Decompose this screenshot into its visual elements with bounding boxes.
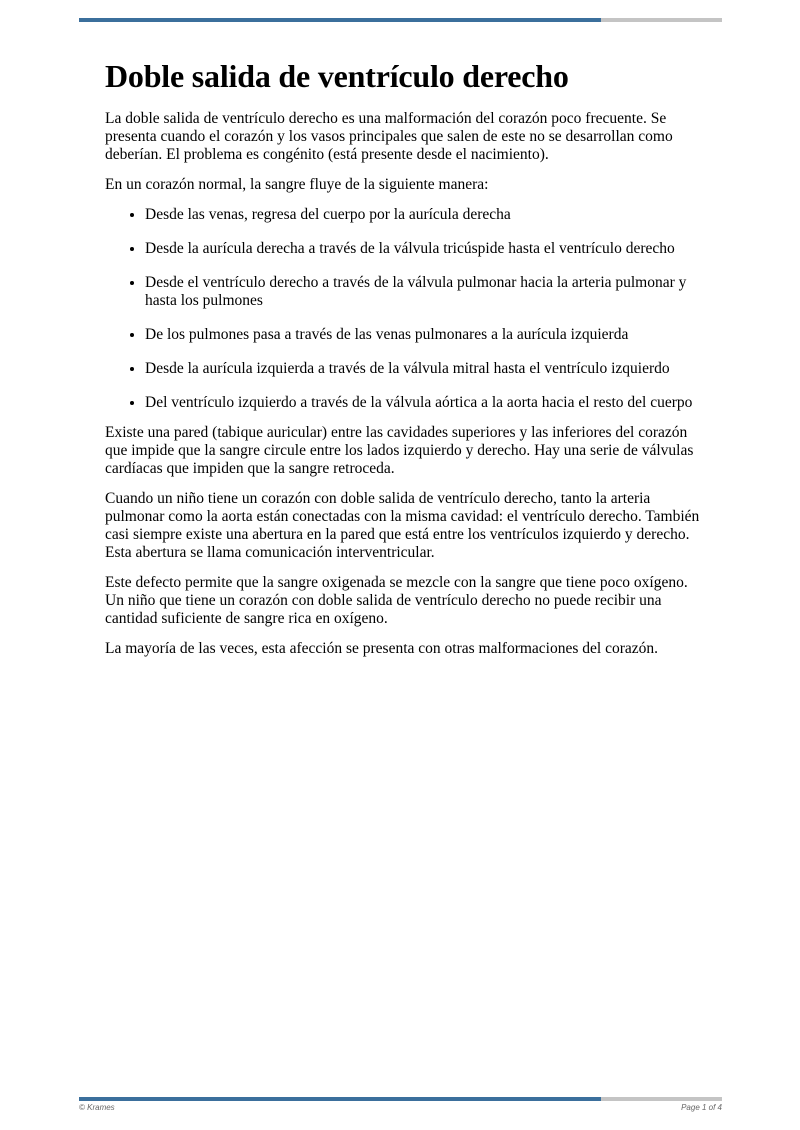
intro-paragraph: La doble salida de ventrículo derecho es una malformación del corazón poco frecuente. Se presenta cuando el corazón y los vasos principales que salen de este no se desarrollan como deberían. El problema es congénito (está presente desde el nacimiento). <box>105 110 673 163</box>
septum-paragraph: Existe una pared (tabique auricular) entre las cavidades superiores y las inferiores del corazón que impide que la sangre circule entre los lados izquierdo y derecho. Hay una serie de válvulas cardíacas que impiden que la sangre retroceda. <box>105 424 694 477</box>
list-item: • De los pulmones pasa a través de las venas pulmonares a la aurícula izquierda <box>145 326 705 344</box>
page-number: Page 1 of 4 <box>681 1103 722 1112</box>
header-divider <box>79 18 722 22</box>
list-item: • Desde la aurícula izquierda a través de la válvula mitral hasta el ventrículo izquierdo <box>145 360 705 378</box>
page-title: Doble salida de ventrículo derecho <box>105 58 569 94</box>
list-item: • Desde el ventrículo derecho a través de la válvula pulmonar hacia la arteria pulmonar y hasta los pulmones <box>145 274 705 310</box>
list-item: • Desde las venas, regresa del cuerpo por la aurícula derecha <box>145 206 705 224</box>
blood-flow-list <box>105 206 705 412</box>
footer-divider-rest <box>601 1097 722 1101</box>
list-item: • Del ventrículo izquierdo a través de la válvula aórtica a la aorta hacia el resto del cuerpo <box>145 394 705 412</box>
copyright-text: © Krames <box>79 1103 115 1112</box>
header-divider-accent <box>79 18 601 22</box>
header-divider-rest <box>601 18 722 22</box>
footer-divider <box>79 1097 722 1101</box>
other-malformations-paragraph: La mayoría de las veces, esta afección se presenta con otras malformaciones del corazón. <box>105 640 659 657</box>
oxygen-paragraph: Este defecto permite que la sangre oxigenada se mezcle con la sangre que tiene poco oxígeno. Un niño que tiene un corazón con doble salida de ventrículo derecho no puede recibir una cantidad suficiente de sangre rica en oxígeno. <box>105 574 688 627</box>
blood-flow-intro: En un corazón normal, la sangre fluye de la siguiente manera: <box>105 176 489 193</box>
page-footer <box>79 1103 722 1115</box>
condition-paragraph: Cuando un niño tiene un corazón con doble salida de ventrículo derecho, tanto la arteria pulmonar como la aorta están conectadas con la misma cavidad: el ventrículo derecho. También casi siempre existe una abertura en la pared que está entre los ventrículos izquierdo y derecho. Esta abertura se llama comunicación interventricular. <box>105 490 700 561</box>
document-body <box>105 56 705 670</box>
list-item: • Desde la aurícula derecha a través de la válvula tricúspide hasta el ventrículo derecho <box>145 240 705 258</box>
footer-divider-accent <box>79 1097 601 1101</box>
